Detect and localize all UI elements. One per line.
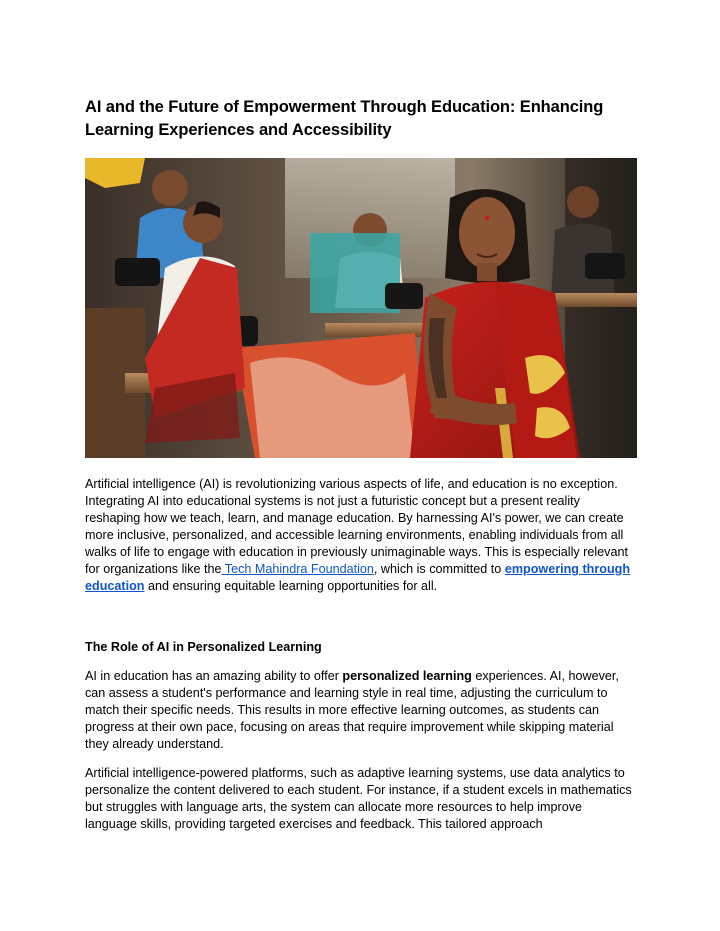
document-page (85, 96, 637, 833)
document-title: AI and the Future of Empowerment Through Education: Enhancing Learning Experiences and Accessibility (85, 98, 604, 139)
paragraph-1-bold-phrase: personalized learning (342, 669, 472, 683)
intro-paragraph (85, 476, 637, 595)
section-paragraph-2: Artificial intelligence-powered platforms, such as adaptive learning systems, use data analytics to personalize the content delivered to each student. For instance, if a student excels in mathematics but struggles with language arts, the system can allocate more resources to help improve language skills, providing targeted exercises and feedback. This tailored approach (85, 766, 632, 831)
section-heading-personalized-learning: The Role of AI in Personalized Learning (85, 640, 322, 654)
paragraph-1-start: AI in education has an amazing ability to offer (85, 669, 343, 683)
intro-text-end: and ensuring equitable learning opportunities for all. (144, 579, 438, 593)
paragraph-1-end: experiences. AI, however, can assess a student's performance and learning style in real time, adjusting the curriculum to match their specific needs. This results in more effective learning outcomes, as students can progress at their own pace, focusing on areas that require improvement while skipping material they already understand. (85, 669, 619, 751)
hero-photo-illustration (85, 158, 637, 458)
hero-image (85, 158, 637, 458)
section-paragraph-1 (85, 668, 637, 753)
intro-text-middle: , which is committed to (373, 562, 502, 576)
tech-mahindra-foundation-link[interactable]: Tech Mahindra Foundation (221, 562, 374, 576)
intro-text-start: Artificial intelligence (AI) is revolutionizing various aspects of life, and education is no exception. Integrating AI into educational systems is not just a futuristic concept but a present reality reshaping how we teach, learn, and manage education. By harnessing AI's power, we can create more inclusive, personalized, and accessible learning environments, enabling individuals from all walks of life to engage with education in previously unimaginable ways. This is especially relevant for organizations like the (85, 477, 628, 576)
empowering-through-education-link[interactable]: empowering through education (85, 562, 631, 593)
